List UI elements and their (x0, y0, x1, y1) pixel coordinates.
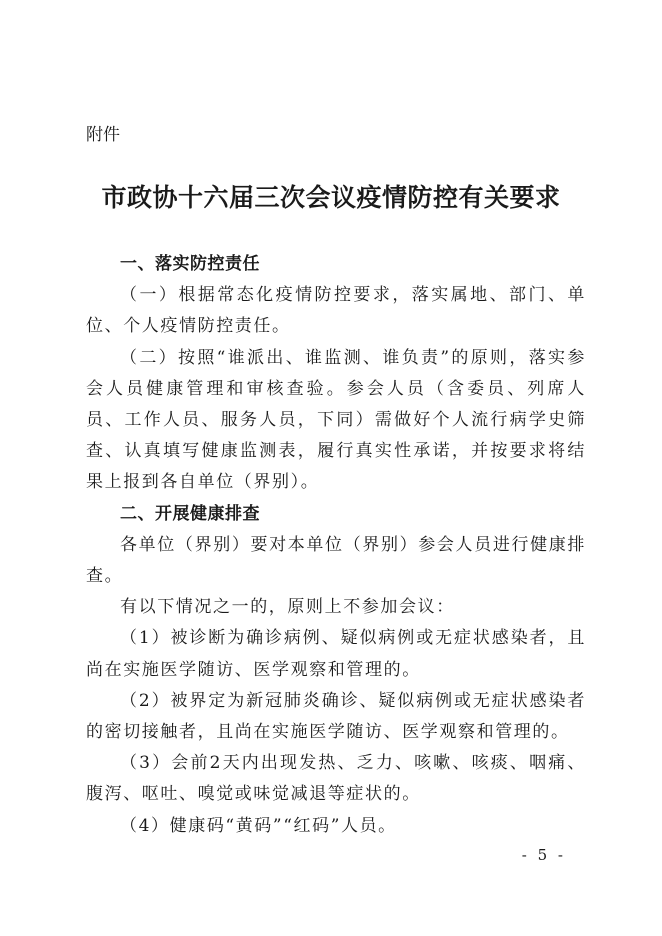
paragraph: （二）按照“谁派出、谁监测、谁负责”的原则，落实参会人员健康管理和审核查验。参会人员（含委员、列席人员、工作人员、服务人员，下同）需做好个人流行病学史筛查、认真填写健康监测表，履行真实性承诺，并按要求将结果上报到各自单位（界别）。 (86, 347, 586, 493)
attachment-label: 附件 (86, 125, 120, 145)
page-number: - 5 - (521, 846, 566, 864)
paragraph: （一）根据常态化疫情防控要求，落实属地、部门、单位、个人疫情防控责任。 (86, 285, 586, 337)
paragraph: （3）会前2天内出现发热、乏力、咳嗽、咳痰、咽痛、腹泻、呕吐、嗅觉或味觉减退等症状的。 (86, 753, 586, 805)
document-title: 市政协十六届三次会议疫情防控有关要求 (101, 183, 561, 212)
paragraph: （4）健康码“黄码”“红码”人员。 (120, 815, 397, 836)
document-body (86, 249, 586, 842)
paragraph: 有以下情况之一的，原则上不参加会议： (120, 597, 455, 618)
paragraph: （2）被界定为新冠肺炎确诊、疑似病例或无症状感染者的密切接触者，且尚在实施医学随访、医学观察和管理的。 (86, 690, 586, 743)
paragraph: 各单位（界别）要对本单位（界别）参会人员进行健康排查。 (86, 534, 586, 587)
paragraph: （1）被诊断为确诊病例、疑似病例或无症状感染者，且尚在实施医学随访、医学观察和管理的。 (86, 628, 586, 680)
section-heading: 一、落实防控责任 (120, 254, 260, 274)
section-heading: 二、开展健康排查 (120, 503, 260, 524)
